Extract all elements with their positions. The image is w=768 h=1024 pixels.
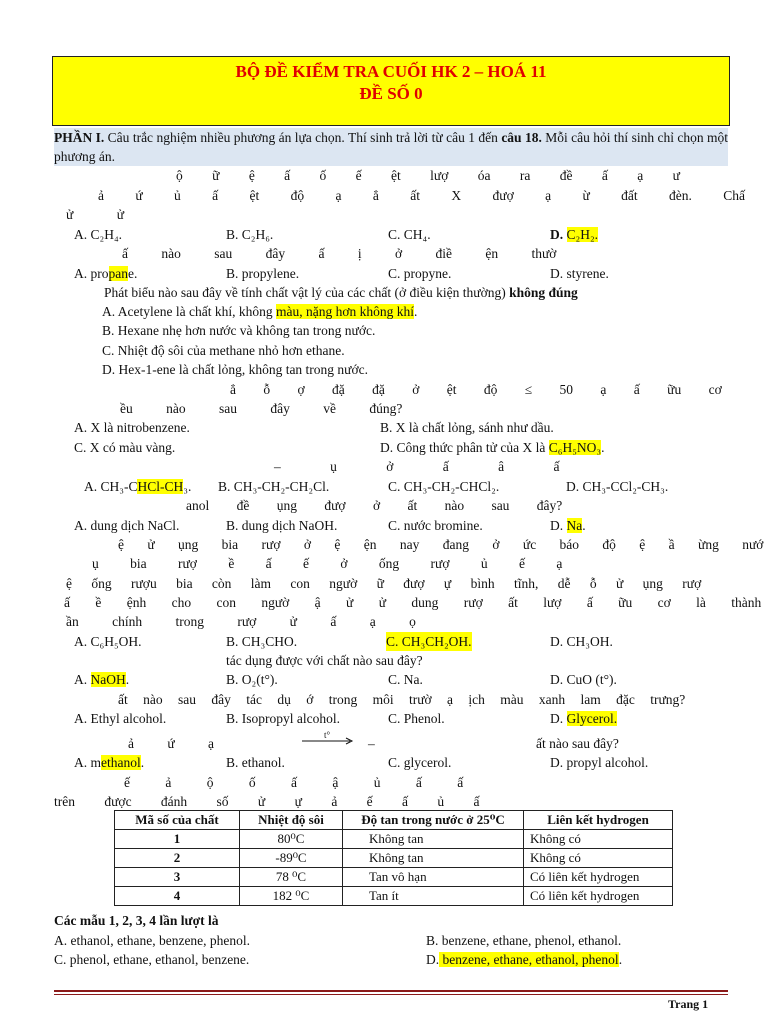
title-box [52,56,730,126]
q11-stem-line2: trên được đánh số ử ự ả ế ấ ủ ấ [54,794,480,809]
q4-stem-line2: ều nào sau đây về đúng? [120,401,403,416]
q4-option-a: A. X là nitrobenzene. [74,420,190,435]
q8-stem: tác dụng được với chất nào sau đây? [226,653,423,668]
q2-option-a: A. propane. [74,266,138,281]
q3-stem: Phát biểu nào sau đây về tính chất vật lý của các chất (ở điều kiện thường) không đúng [104,285,578,300]
section-intro [54,128,728,166]
q3-negation: không đúng [509,285,578,300]
q9-stem: ất nào sau đây tác dụ ớ trong môi trườ ạ ịch màu xanh lam đặc trưng? [118,692,686,707]
table-row [115,887,673,906]
q3-option-c: C. Nhiệt độ sôi của methane nhỏ hơn ethane. [102,343,345,358]
q11-option-c: C. phenol, ethane, ethanol, benzene. [54,952,250,967]
table-cell: Có liên kết hydrogen [524,887,673,906]
q6-option-a: A. dung dịch NaCl. [74,518,180,533]
q8-option-a: A. NaOH. [74,672,130,687]
properties-table [114,810,673,906]
q7-option-b: B. CH₃CHO. [226,634,298,649]
q1-option-c: C. CH₄. [388,227,431,242]
table-row [115,849,673,868]
table-header: Nhiệt độ sôi [240,811,343,830]
q10-answer-highlight: ethanol [101,755,141,770]
q7-stem-line3: ệ ống rượu bia còn làm con ngườ ữ đượ ự bình tĩnh, dễ ỗ ử ụng rượ [66,576,702,591]
q9-option-d: D. Glycerol. [550,711,618,726]
q4-answer-highlight: C₆H₅NO₃ [548,440,602,455]
table-cell: 78 ⁰C [240,868,343,887]
intro-question-count: câu 18. [501,130,542,145]
q3-option-b: B. Hexane nhẹ hơn nước và không tan trong nước. [102,323,376,338]
q4-stem-line1: ẳ ỗ ợ đặ đặ ở ệt độ ≤ 50 ạ ấ ữu cơ [230,382,722,397]
table-cell: 2 [115,849,240,868]
q8-option-b: B. O₂(t°). [226,672,278,687]
table-cell: Tan vô hạn [343,868,524,887]
q11-answer-highlight: benzene, ethane, ethanol, phenol [439,952,619,967]
table-cell: -89⁰C [240,849,343,868]
q4-option-c: C. X có màu vàng. [74,440,176,455]
table-cell: Có liên kết hydrogen [524,868,673,887]
page-number: Trang 1 [668,997,709,1011]
q1-stem-line2: ả ứ ủ ấ ệt độ ạ ẳ ất X đượ ạ ừ đất đèn. Chấ [98,188,746,203]
q9-option-b: B. Isopropyl alcohol. [226,711,340,726]
q5-option-a: A. CH₃-CHCl-CH₃. [84,479,192,494]
q11-option-d: D. benzene, ethane, ethanol, phenol. [426,952,623,967]
table-cell: Không có [524,849,673,868]
q1-answer-highlight: C₂H₂ [566,227,595,242]
footer-rule [54,990,728,992]
q6-option-b: B. dung dịch NaOH. [226,518,338,533]
q2-stem: ấ nào sau đây ấ ị ở điề ện thườ [122,246,557,261]
q7-option-a: A. C₆H₅OH. [74,634,142,649]
q5-stem: – ụ ở ấ â ấ [274,459,560,474]
q2-answer-highlight: pan [108,266,128,281]
reaction-condition: t° [324,730,331,740]
q11-question: Các mẫu 1, 2, 3, 4 lần lượt là [54,913,219,928]
q10-option-b: B. ethanol. [226,755,285,770]
q10-option-c: C. glycerol. [388,755,452,770]
q7-stem-line1: ệ ử ụng bia rượ ở ệ ện nay đang ở ức báo độ ệ ầ ừng nướ [118,537,764,552]
q2-option-c: C. propyne. [388,266,452,281]
table-row [115,830,673,849]
q6-option-c: C. nước bromine. [388,518,483,533]
q1-option-d: D. C₂H₂. [550,227,599,242]
q4-option-b: B. X là chất lỏng, sánh như dầu. [380,420,554,435]
intro-text-2: Mỗi câu hỏi thí sinh chỉ chọn một phương án. [54,130,729,164]
q8-option-d: D. CuO (t°). [550,672,617,687]
q7-option-d: D. CH₃OH. [550,634,613,649]
table-cell: 80⁰C [240,830,343,849]
table-cell: Tan ít [343,887,524,906]
q1-stem-line1: ộ ữ ệ ấ ố ế ệt lượ óa ra đề ấ ạ ư [176,168,680,183]
table-header: Mã số của chất [115,811,240,830]
q4-option-d: D. Công thức phân tử của X là C₆H₅NO₃. [380,440,605,455]
q7-stem-line2: ụ bia rượ ề ấ ế ở ống rượ ủ ế ạ [92,556,563,571]
q11-stem-line1: ế ả ộ ố ấ ậ ủ ấ ấ [124,775,464,790]
table-cell: 4 [115,887,240,906]
table-cell: 1 [115,830,240,849]
table-row [115,868,673,887]
table-header-row [115,811,673,830]
q1-option-b: B. C₂H₆. [226,227,274,242]
q6-option-d: D. Na. [550,518,586,533]
q1-option-a: A. C₂H₄. [74,227,123,242]
table-header: Liên kết hydrogen [524,811,673,830]
q5-answer-highlight: HCl-CH [137,479,184,494]
q6-stem: anol đề ụng đượ ở ất nào sau đây? [186,498,563,513]
q11-option-a: A. ethanol, ethane, benzene, phenol. [54,933,251,948]
table-cell: Không có [524,830,673,849]
q5-option-d: D. CH₃-CCl₂-CH₃. [566,479,669,494]
q7-stem-line4: ấ ề ệnh cho con ngườ ậ ử ử dung rượ ất lượ ấ ữu cơ là thành [64,595,762,610]
table-cell: Không tan [343,830,524,849]
q6-answer-highlight: Na [566,518,583,533]
doc-title: BỘ ĐỀ KIỂM TRA CUỐI HK 2 – HOÁ 11 [235,62,547,81]
doc-subtitle: ĐỀ SỐ 0 [359,84,423,103]
table-cell: 182 ⁰C [240,887,343,906]
table-cell: Không tan [343,849,524,868]
q1-stem-line3: ử ử [66,207,125,222]
table-header: Độ tan trong nước ở 25⁰C [343,811,524,830]
part-label: PHẦN I. [54,130,105,145]
q9-option-a: A. Ethyl alcohol. [74,711,167,726]
footer-rule-thin [54,994,728,995]
q5-option-c: C. CH₃-CH₂-CHCl₂. [388,479,500,494]
q11-option-b: B. benzene, ethane, phenol, ethanol. [426,933,622,948]
q5-option-b: B. CH₃-CH₂-CH₂Cl. [218,479,330,494]
table-cell: 3 [115,868,240,887]
reaction-arrow [302,736,354,746]
q8-answer-highlight: NaOH [90,672,126,687]
q8-option-c: C. Na. [388,672,423,687]
q3-option-a: A. Acetylene là chất khí, không màu, nặng hơn không khí. [102,304,418,319]
q10-option-d: D. propyl alcohol. [550,755,649,770]
q2-option-d: D. styrene. [550,266,609,281]
intro-text-1: Câu trắc nghiệm nhiều phương án lựa chọn. Thí sinh trả lời từ câu 1 đến [104,130,502,145]
q2-option-b: B. propylene. [226,266,300,281]
q10-option-a: A. methanol. [74,755,145,770]
q9-answer-highlight: Glycerol [566,711,614,726]
q9-option-c: C. Phenol. [388,711,445,726]
q3-option-d: D. Hex-1-ene là chất lỏng, không tan trong nước. [102,362,369,377]
q7-stem-line5: ần chính trong rượ ử ấ ạ ọ [66,614,416,629]
q3-answer-highlight: màu, nặng hơn không khí [275,304,414,319]
q7-option-c: C. CH₃CH₂OH. [386,634,472,649]
